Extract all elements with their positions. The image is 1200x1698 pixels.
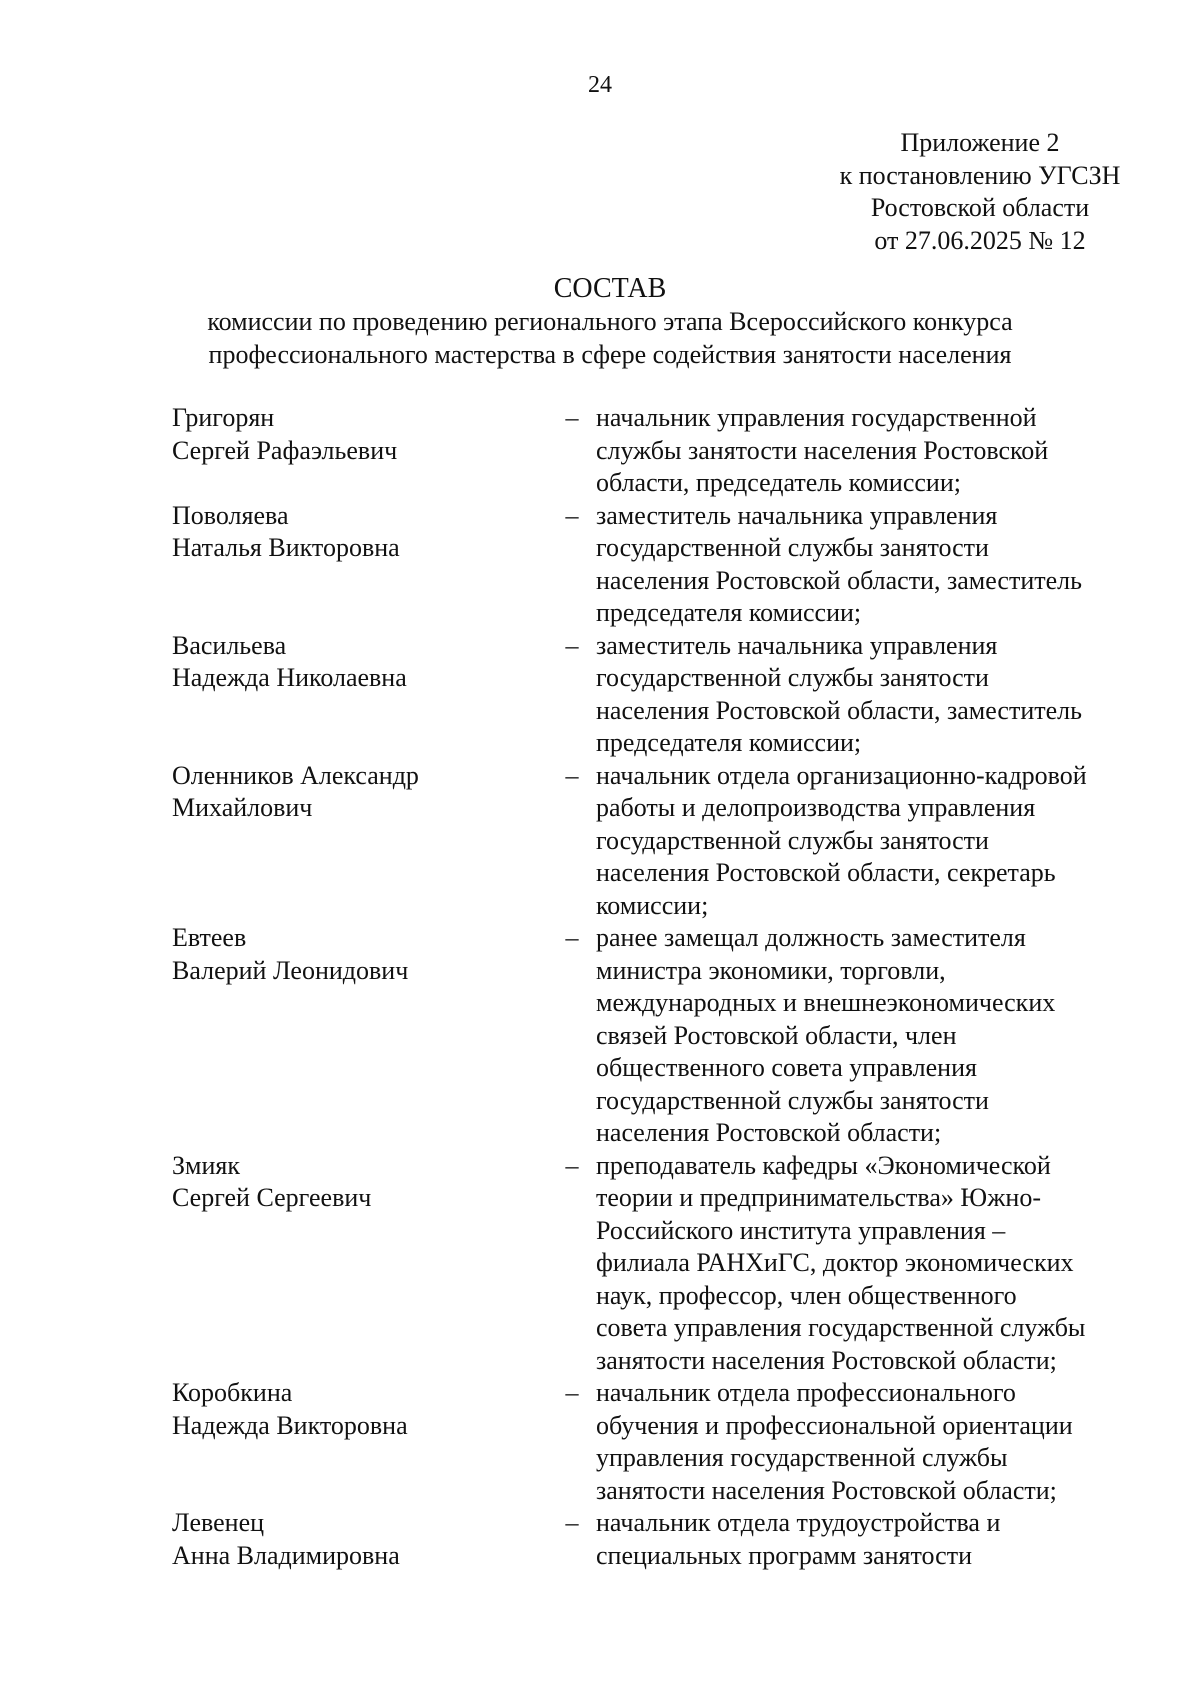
member-role-line: председателя комиссии;: [596, 598, 862, 627]
member-role-line: населения Ростовской области, заместитель: [596, 565, 1082, 595]
member-dash: –: [565, 1150, 579, 1180]
commission-member: [172, 1377, 1172, 1507]
member-dash: –: [565, 630, 579, 660]
title-subline: комиссии по проведению регионального этапа Всероссийского конкурса: [207, 307, 1013, 336]
member-name-line: Михайлович: [172, 793, 313, 822]
member-dash: –: [565, 1508, 579, 1537]
member-role-line: государственной службы занятости: [596, 825, 989, 855]
appendix-line: Ростовской области: [870, 193, 1090, 222]
appendix-line: Приложение 2: [900, 128, 1060, 157]
member-role: [596, 630, 1136, 760]
member-name: [172, 1377, 552, 1442]
commission-member: [172, 760, 1172, 923]
title-main: СОСТАВ: [553, 273, 667, 304]
member-role-line: преподаватель кафедры «Экономической: [596, 1150, 1051, 1180]
member-dash: –: [565, 923, 579, 952]
member-role-line: начальник отдела организационно-кадровой: [596, 760, 1087, 790]
member-role-line: филиала РАНХиГС, доктор экономических: [596, 1248, 1074, 1277]
member-dash: –: [565, 1378, 579, 1407]
commission-member: [172, 1507, 1172, 1572]
commission-member: [172, 922, 1172, 1150]
member-role: [596, 1150, 1136, 1378]
commission-member: [172, 1150, 1172, 1378]
appendix-header: [780, 127, 1180, 257]
member-name: [172, 500, 552, 565]
member-role: [596, 402, 1136, 500]
member-role-line: управления государственной службы: [596, 1443, 1008, 1472]
member-name: [172, 922, 552, 987]
member-role-line: обучения и профессиональной ориентации: [596, 1410, 1073, 1440]
member-name-line: Наталья Викторовна: [172, 533, 400, 562]
member-name-line: Оленников Александр: [172, 760, 419, 790]
commission-member-list: [172, 402, 1172, 1572]
member-role: [596, 760, 1136, 923]
member-name: [172, 1150, 552, 1215]
member-dash: –: [565, 760, 579, 790]
member-role: [596, 1377, 1136, 1507]
document-title: [0, 272, 1200, 371]
member-name: [172, 1507, 552, 1572]
member-role-line: председателя комиссии;: [596, 728, 862, 757]
member-role-line: Российского института управления –: [596, 1215, 1006, 1245]
member-role-line: занятости населения Ростовской области;: [596, 1475, 1057, 1505]
member-role-line: службы занятости населения Ростовской: [596, 435, 1049, 465]
member-role-line: области, председатель комиссии;: [596, 468, 961, 497]
member-name-line: Сергей Сергеевич: [172, 1183, 372, 1212]
member-role-line: начальник отдела профессионального: [596, 1378, 1016, 1407]
member-role-line: занятости населения Ростовской области;: [596, 1345, 1057, 1375]
member-role-line: общественного совета управления: [596, 1053, 977, 1082]
member-role-line: государственной службы занятости: [596, 663, 989, 692]
member-role-line: государственной службы занятости: [596, 533, 989, 562]
member-name-line: Сергей Рафаэльевич: [172, 435, 398, 465]
member-name-line: Коробкина: [172, 1378, 293, 1407]
member-role-line: заместитель начальника управления: [596, 500, 998, 530]
member-role-line: населения Ростовской области, заместитель: [596, 695, 1082, 725]
member-role-line: связей Ростовской области, член: [596, 1020, 957, 1050]
member-role-line: ранее замещал должность заместителя: [596, 923, 1026, 952]
member-name: [172, 402, 552, 467]
member-role-line: работы и делопроизводства управления: [596, 793, 1036, 822]
member-dash: –: [565, 403, 579, 432]
member-name: [172, 760, 552, 825]
member-name-line: Васильева: [172, 630, 287, 660]
member-role: [596, 1507, 1136, 1572]
member-role: [596, 922, 1136, 1150]
member-role-line: специальных программ занятости: [596, 1540, 972, 1570]
member-role-line: начальник управления государственной: [596, 403, 1037, 432]
member-role-line: населения Ростовской области;: [596, 1118, 942, 1147]
title-subline: профессионального мастерства в сфере содействия занятости населения: [208, 339, 1012, 369]
member-role-line: заместитель начальника управления: [596, 630, 998, 660]
member-name: [172, 630, 552, 695]
member-name-line: Левенец: [172, 1508, 265, 1537]
member-name-line: Надежда Николаевна: [172, 663, 407, 692]
member-role-line: совета управления государственной службы: [596, 1313, 1086, 1342]
appendix-line: от 27.06.2025 № 12: [874, 225, 1086, 255]
member-role-line: государственной службы занятости: [596, 1085, 989, 1115]
member-name-line: Змияк: [172, 1150, 240, 1180]
appendix-line: к постановлению УГСЗН: [839, 160, 1121, 190]
member-dash: –: [565, 500, 579, 530]
member-name-line: Валерий Леонидович: [172, 955, 409, 985]
member-name-line: Надежда Викторовна: [172, 1410, 408, 1440]
member-role-line: начальник отдела трудоустройства и: [596, 1508, 1001, 1537]
member-name-line: Анна Владимировна: [172, 1540, 400, 1570]
member-role-line: наук, профессор, член общественного: [596, 1280, 1017, 1310]
member-role-line: населения Ростовской области, секретарь: [596, 858, 1056, 887]
commission-member: [172, 630, 1172, 760]
member-name-line: Поволяева: [172, 500, 289, 530]
page-number: 24: [588, 72, 612, 98]
member-name-line: Евтеев: [172, 923, 247, 952]
member-role: [596, 500, 1136, 630]
member-role-line: комиссии;: [596, 890, 709, 920]
member-role-line: международных и внешнеэкономических: [596, 988, 1056, 1017]
commission-member: [172, 402, 1172, 500]
commission-member: [172, 500, 1172, 630]
member-role-line: министра экономики, торговли,: [596, 955, 946, 985]
member-role-line: теории и предпринимательства» Южно-: [596, 1183, 1041, 1212]
member-name-line: Григорян: [172, 403, 275, 432]
